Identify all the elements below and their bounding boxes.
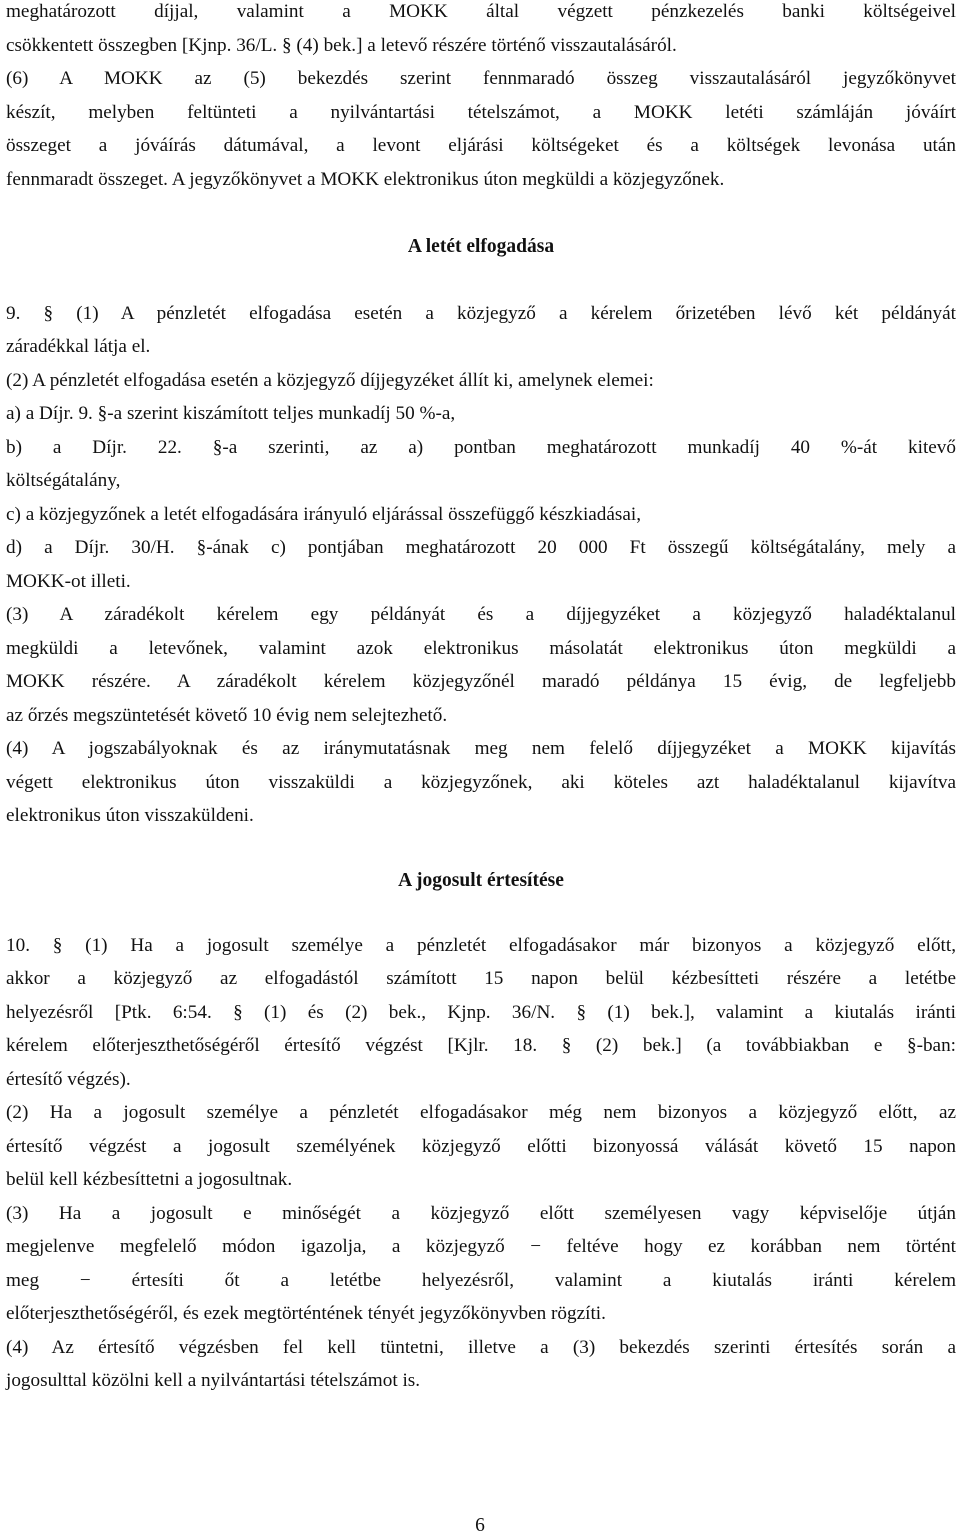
list-item-d-line-2: MOKK-ot illeti.	[6, 571, 131, 592]
paragraph-10-1-line-2: akkor a közjegyző az elfogadástól számított 15 napon belül kézbesítteti részére a letétbe	[6, 968, 956, 989]
list-item-b-line-1: b) a Díjr. 22. §-a szerinti, az a) pontban meghatározott munkadíj 40 %-át kitevő	[6, 437, 956, 458]
paragraph-10-1-line-3: helyezésről [Ptk. 6:54. § (1) és (2) bek., Kjnp. 36/N. § (1) bek.], valamint a kiutalás iránti	[6, 1002, 956, 1023]
paragraph-10-2-line-3: belül kell kézbesíttetni a jogosultnak.	[6, 1169, 293, 1190]
section-heading-jogosult-ertesitese: A jogosult értesítése	[398, 870, 564, 891]
paragraph-10-3-line-2: megjelenve megfelelő módon igazolja, a közjegyző − feltéve hogy ez korábban nem történt	[6, 1236, 956, 1257]
paragraph-8-6-line-2: készít, melyben feltünteti a nyilvántartási tételszámot, a MOKK letéti számláján jóváírt	[6, 102, 956, 123]
page-number: 6	[475, 1515, 485, 1536]
paragraph-9-1-line-1: 9. § (1) A pénzletét elfogadása esetén a közjegyző a kérelem őrizetében lévő két példányát	[6, 303, 956, 324]
paragraph-10-2-line-1: (2) Ha a jogosult személye a pénzletét elfogadásakor még nem bizonyos a közjegyző előtt, az	[6, 1102, 956, 1123]
section-heading-letet-elfogadasa: A letét elfogadása	[407, 236, 555, 257]
paragraph-9-1-line-2: záradékkal látja el.	[6, 336, 151, 357]
paragraph-9-4-line-3: elektronikus úton visszaküldeni.	[6, 805, 254, 826]
paragraph-9-3-line-2: megküldi a letevőnek, valamint azok elektronikus másolatát elektronikus úton megküldi a	[6, 638, 956, 659]
paragraph-9-4-line-2: végett elektronikus úton visszaküldi a közjegyzőnek, aki köteles azt haladéktalanul kijavítva	[6, 772, 956, 793]
paragraph-10-1-line-5: értesítő végzés).	[6, 1069, 131, 1090]
paragraph-10-2-line-2: értesítő végzést a jogosult személyének közjegyző előtti bizonyossá válását követő 15 napon	[6, 1136, 956, 1157]
paragraph-8-6-line-4: fennmaradt összeget. A jegyzőkönyvet a MOKK elektronikus úton megküldi a közjegyzőnek.	[6, 169, 725, 190]
list-item-d-line-1: d) a Díjr. 30/H. §-ának c) pontjában meghatározott 20 000 Ft összegű költségátalány, mely a	[6, 537, 956, 558]
list-item-b-line-2: költségátalány,	[6, 470, 121, 491]
paragraph-8-6-line-1: (6) A MOKK az (5) bekezdés szerint fennmaradó összeg visszautalásáról jegyzőkönyvet	[6, 68, 956, 89]
paragraph-10-1-line-4: kérelem előterjeszthetőségéről értesítő végzést [Kjlr. 18. § (2) bek.] (a továbbiakban e §-ban:	[6, 1035, 956, 1056]
paragraph-9-2-line-1: (2) A pénzletét elfogadása esetén a közjegyző díjjegyzéket állít ki, amelynek elemei:	[6, 370, 654, 391]
list-item-c: c) a közjegyzőnek a letét elfogadására irányuló eljárással összefüggő készkiadásai,	[6, 504, 642, 525]
paragraph-10-3-line-4: előterjeszthetőségéről, és ezek megtörténtének tényét jegyzőkönyvben rögzíti.	[6, 1303, 606, 1324]
paragraph-10-4-line-1: (4) Az értesítő végzésben fel kell tüntetni, illetve a (3) bekezdés szerinti értesítés során a	[6, 1337, 956, 1358]
list-item-a: a) a Díjr. 9. §-a szerint kiszámított teljes munkadíj 50 %-a,	[6, 403, 456, 424]
paragraph-8-6-line-3: összeget a jóváírás dátumával, a levont eljárási költségeket és a költségek levonása után	[6, 135, 956, 156]
paragraph-9-4-line-1: (4) A jogszabályoknak és az iránymutatásnak meg nem felelő díjjegyzéket a MOKK kijavítás	[6, 738, 956, 759]
paragraph-9-3-line-1: (3) A záradékolt kérelem egy példányát és a díjjegyzéket a közjegyző haladéktalanul	[6, 604, 956, 625]
paragraph-10-3-line-3: meg − értesíti őt a letétbe helyezésről, valamint a kiutalás iránti kérelem	[6, 1270, 956, 1291]
paragraph-10-1-line-1: 10. § (1) Ha a jogosult személye a pénzletét elfogadásakor már bizonyos a közjegyző előtt,	[6, 935, 956, 956]
paragraph-8-5-line-2: csökkentett összegben [Kjnp. 36/L. § (4) bek.] a letevő részére történő visszautalásáról.	[6, 35, 677, 56]
paragraph-10-3-line-1: (3) Ha a jogosult e minőségét a közjegyző előtt személyesen vagy képviselője útján	[6, 1203, 956, 1224]
paragraph-8-5-line-1: meghatározott díjjal, valamint a MOKK által végzett pénzkezelés banki költségeivel	[6, 1, 956, 22]
paragraph-10-4-line-2: jogosulttal közölni kell a nyilvántartási tételszámot is.	[6, 1370, 421, 1391]
paragraph-9-3-line-4: az őrzés megszüntetését követő 10 évig nem selejtezhető.	[6, 705, 448, 726]
paragraph-9-3-line-3: MOKK részére. A záradékolt kérelem közjegyzőnél maradó példánya 15 évig, de legfeljebb	[6, 671, 956, 692]
